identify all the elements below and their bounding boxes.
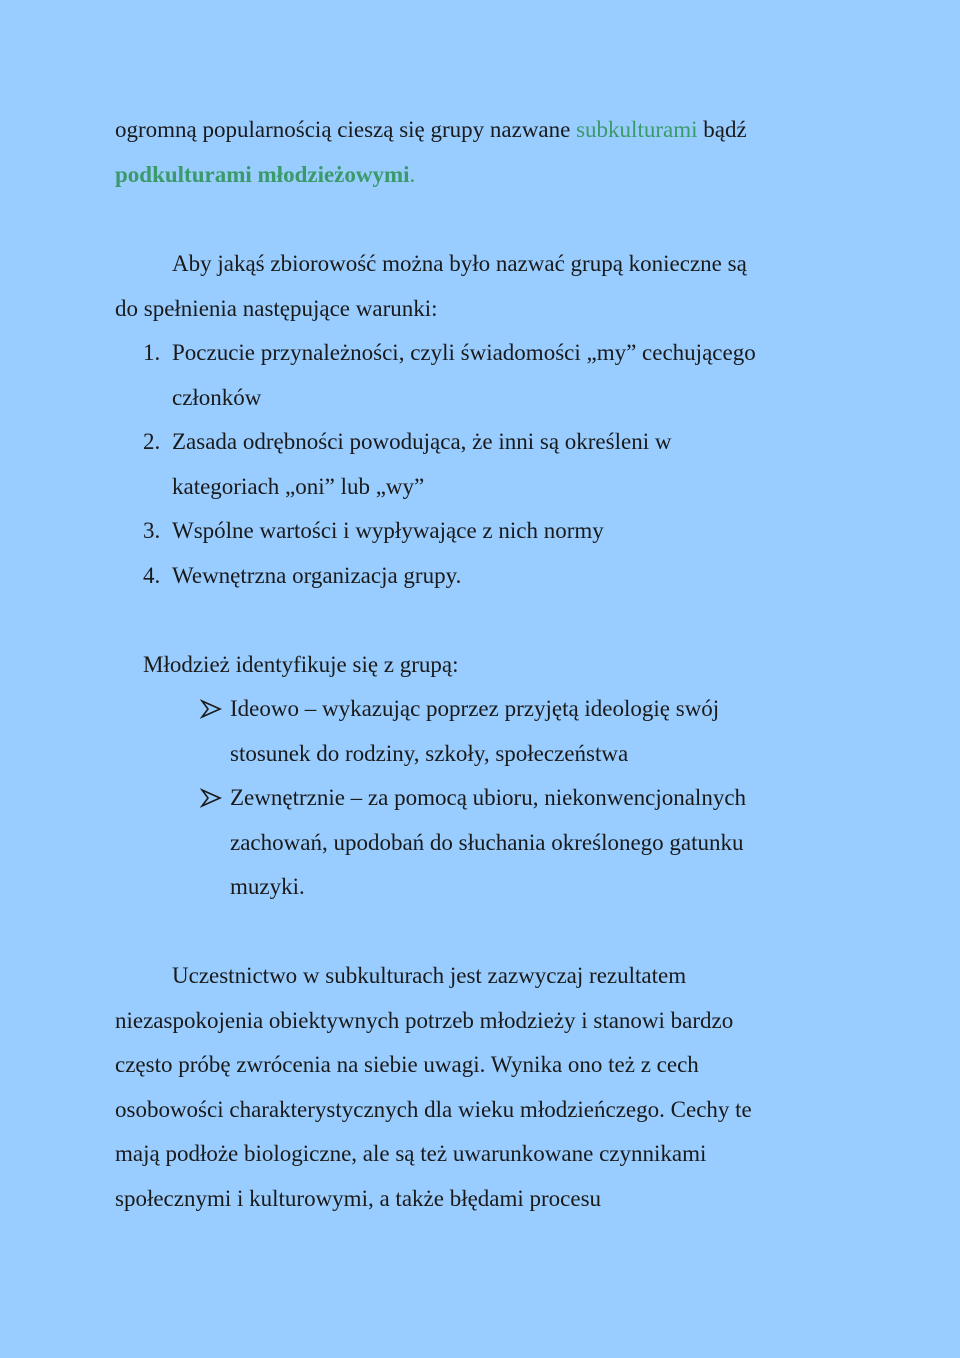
list-item-2-line-2: kategoriach „oni” lub „wy” — [172, 474, 425, 499]
highlight-podkulturami: podkulturami młodzieżowymi — [115, 162, 410, 187]
list-number: 3. — [143, 518, 161, 543]
closing-line-2: niezaspokojenia obiektywnych potrzeb młodzieży i stanowi bardzo — [115, 1008, 734, 1033]
conditions-line-1: Aby jakąś zbiorowość można było nazwać grupą konieczne są — [172, 251, 747, 276]
intro-period: . — [409, 162, 416, 187]
bullet-2-line-2: zachowań, upodobań do słuchania określonego gatunku — [230, 830, 744, 855]
closing-line-1: Uczestnictwo w subkulturach jest zazwyczaj rezultatem — [172, 963, 687, 988]
list-number: 1. — [143, 340, 161, 365]
intro-line-1 — [115, 115, 747, 145]
list-number: 4. — [143, 563, 161, 588]
bullet-1-line-1: Ideowo – wykazując poprzez przyjętą ideologię swój — [230, 696, 720, 721]
intro-text: ogromną popularnością cieszą się grupy nazwane — [115, 117, 577, 142]
intro-text: bądź — [697, 117, 747, 142]
bullet-2-line-3: muzyki. — [230, 874, 305, 899]
identity-heading: Młodzież identyfikuje się z grupą: — [143, 652, 459, 677]
list-item-1-line-2: członków — [172, 385, 262, 410]
conditions-line-2: do spełnienia następujące warunki: — [115, 296, 438, 321]
highlight-subkulturami: subkulturami — [576, 117, 698, 142]
closing-line-3: często próbę zwrócenia na siebie uwagi. Wynika ono też z cech — [115, 1052, 699, 1077]
arrow-bullet-icon — [200, 694, 224, 724]
list-number: 2. — [143, 429, 161, 454]
list-item-1-line-1: Poczucie przynależności, czyli świadomości „my” cechującego — [172, 340, 756, 365]
list-item-4: Wewnętrzna organizacja grupy. — [172, 563, 462, 588]
intro-line-2 — [115, 160, 415, 190]
arrow-bullet-icon — [200, 783, 224, 813]
bullet-2-line-1: Zewnętrznie – za pomocą ubioru, niekonwencjonalnych — [230, 785, 747, 810]
closing-line-5: mają podłoże biologiczne, ale są też uwarunkowane czynnikami — [115, 1141, 707, 1166]
list-item-3: Wspólne wartości i wypływające z nich normy — [172, 518, 604, 543]
bullet-1-line-2: stosunek do rodziny, szkoły, społeczeństwa — [230, 741, 629, 766]
list-item-2-line-1: Zasada odrębności powodująca, że inni są określeni w — [172, 429, 672, 454]
closing-line-6: społecznymi i kulturowymi, a także błędami procesu — [115, 1186, 602, 1211]
closing-line-4: osobowości charakterystycznych dla wieku młodzieńczego. Cechy te — [115, 1097, 752, 1122]
